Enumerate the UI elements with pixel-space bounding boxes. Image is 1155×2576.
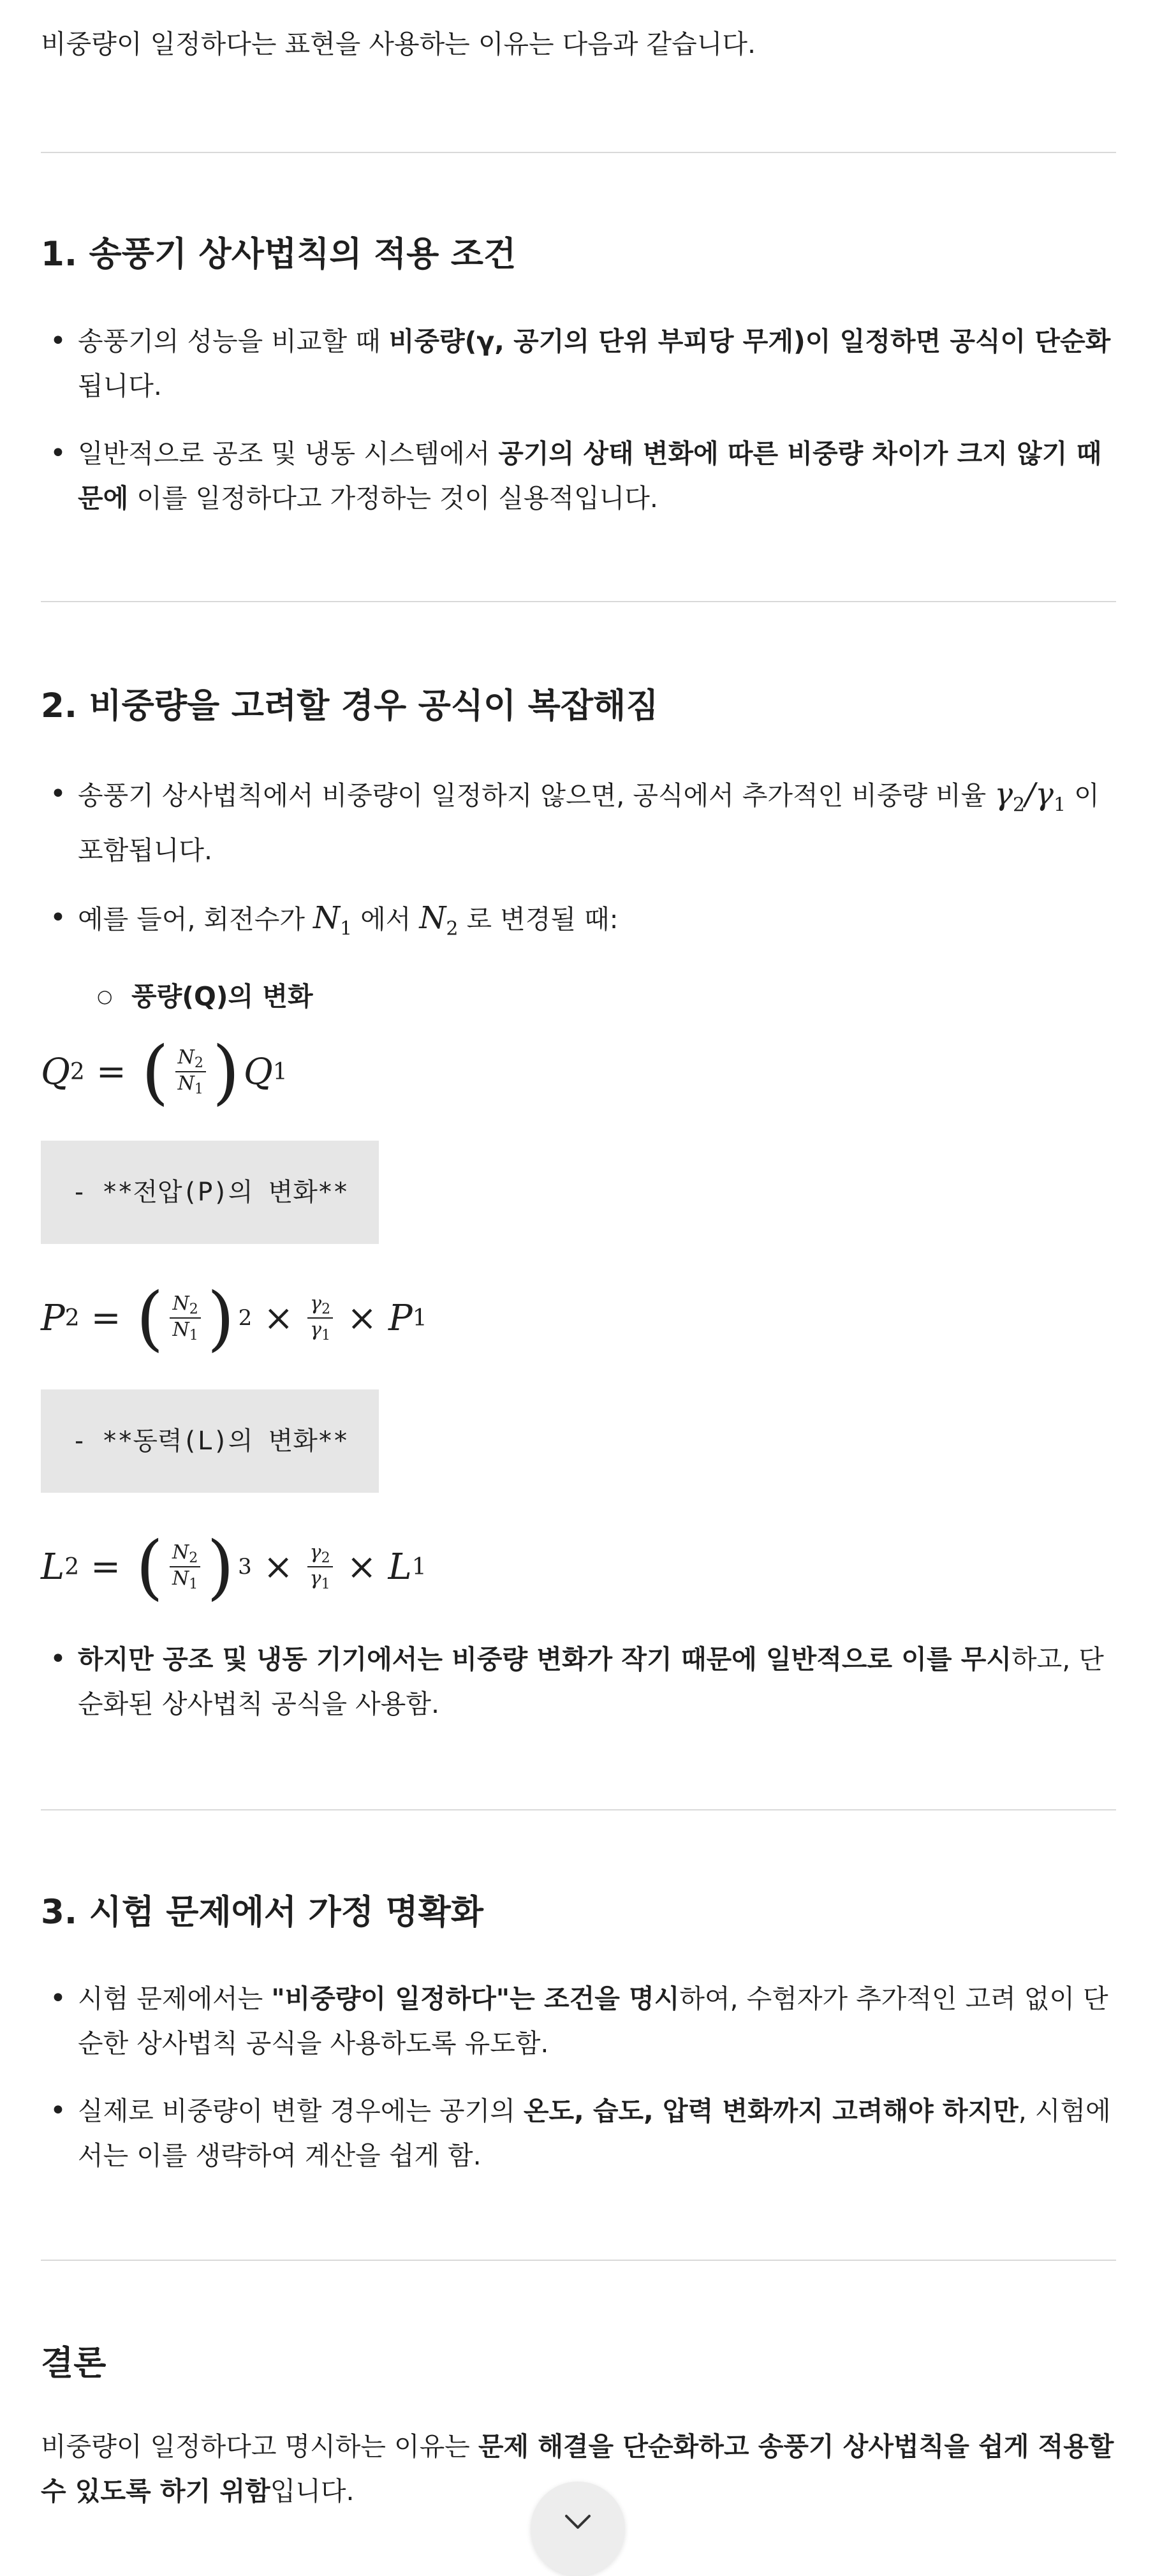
section-1-list bbox=[41, 319, 1116, 544]
list-item: • 송풍기의 성능을 비교할 때 비중량(γ, 공기의 단위 부피당 무게)이 일정하면 공식이 단순화됩니다. bbox=[41, 319, 1116, 408]
section-heading-1: 1. 송풍기 상사법칙의 적용 조건 bbox=[41, 235, 517, 274]
code-block-power: - **동력(L)의 변화** bbox=[41, 1389, 379, 1493]
pressure-formula: P 2 = ( $\frac{N_2}{N_1}$ ) 2 × $\frac{\gamma_2}{\gamma_1}$ × P 1 bbox=[41, 1277, 427, 1359]
section-3-list bbox=[41, 1976, 1116, 2201]
divider bbox=[41, 1809, 1116, 1810]
divider bbox=[41, 2260, 1116, 2261]
power-formula: L 2 = ( $\frac{N_2}{N_1}$ ) 3 × $\frac{\gamma_2}{\gamma_1}$ × L 1 bbox=[41, 1526, 427, 1608]
list-item: • 시험 문제에서는 "비중량이 일정하다"는 조건을 명시하여, 수험자가 추가적인 고려 없이 단순한 상사법칙 공식을 사용하도록 유도함. bbox=[41, 1976, 1116, 2066]
section-heading-3: 3. 시험 문제에서 가정 명확화 bbox=[41, 1893, 483, 1932]
list-item: • 하지만 공조 및 냉동 기기에서는 비중량 변화가 작기 때문에 일반적으로 이를 무시하고, 단순화된 상사법칙 공식을 사용함. bbox=[41, 1637, 1116, 1726]
n2-math: $N_2$ bbox=[419, 899, 459, 940]
sub-list-item: ○ 풍량(Q)의 변화 bbox=[41, 974, 1116, 1019]
conclusion-heading: 결론 bbox=[41, 2344, 107, 2383]
conclusion-text: 비중량이 일정하다고 명시하는 이유는 문제 해결을 단순화하고 송풍기 상사법칙을 쉽게 적용할 수 있도록 하기 위함입니다. bbox=[41, 2431, 1114, 2506]
n1-math: $N_1$ bbox=[313, 899, 353, 940]
section-heading-2: 2. 비중량을 고려할 경우 공식이 복잡해짐 bbox=[41, 686, 659, 725]
gamma-ratio-math: $\gamma_2/\gamma_1$ bbox=[994, 776, 1066, 817]
list-item: • 일반적으로 공조 및 냉동 시스템에서 공기의 상태 변화에 따른 비중량 차이가 크지 않기 때문에 이를 일정하다고 가정하는 것이 실용적입니다. bbox=[41, 431, 1116, 521]
intro-text: 비중량이 일정하다는 표현을 사용하는 이유는 다음과 같습니다. bbox=[41, 29, 756, 59]
divider bbox=[41, 601, 1116, 602]
code-block-pressure: - **전압(P)의 변화** bbox=[41, 1141, 379, 1244]
divider bbox=[41, 152, 1116, 153]
scroll-to-bottom-button[interactable] bbox=[531, 2482, 625, 2576]
list-item: • 송풍기 상사법칙에서 비중량이 일정하지 않으면, 공식에서 추가적인 비중량 비율 $\gamma_2/\gamma_1$ 이 포함됩니다. bbox=[41, 772, 1116, 873]
flow-rate-formula: Q 2 = ( $\frac{N_2}{N_1}$ ) Q 1 bbox=[41, 1031, 288, 1113]
section-2-list-cont bbox=[41, 1637, 1116, 1749]
chevron-down-icon bbox=[564, 2513, 592, 2530]
list-item: • 실제로 비중량이 변할 경우에는 공기의 온도, 습도, 압력 변화까지 고려해야 하지만, 시험에서는 이를 생략하여 계산을 쉽게 함. bbox=[41, 2089, 1116, 2178]
list-item: • 예를 들어, 회전수가 $N_1$ 에서 $N_2$ 로 변경될 때: bbox=[41, 896, 1116, 952]
section-2-list bbox=[41, 772, 1116, 1042]
